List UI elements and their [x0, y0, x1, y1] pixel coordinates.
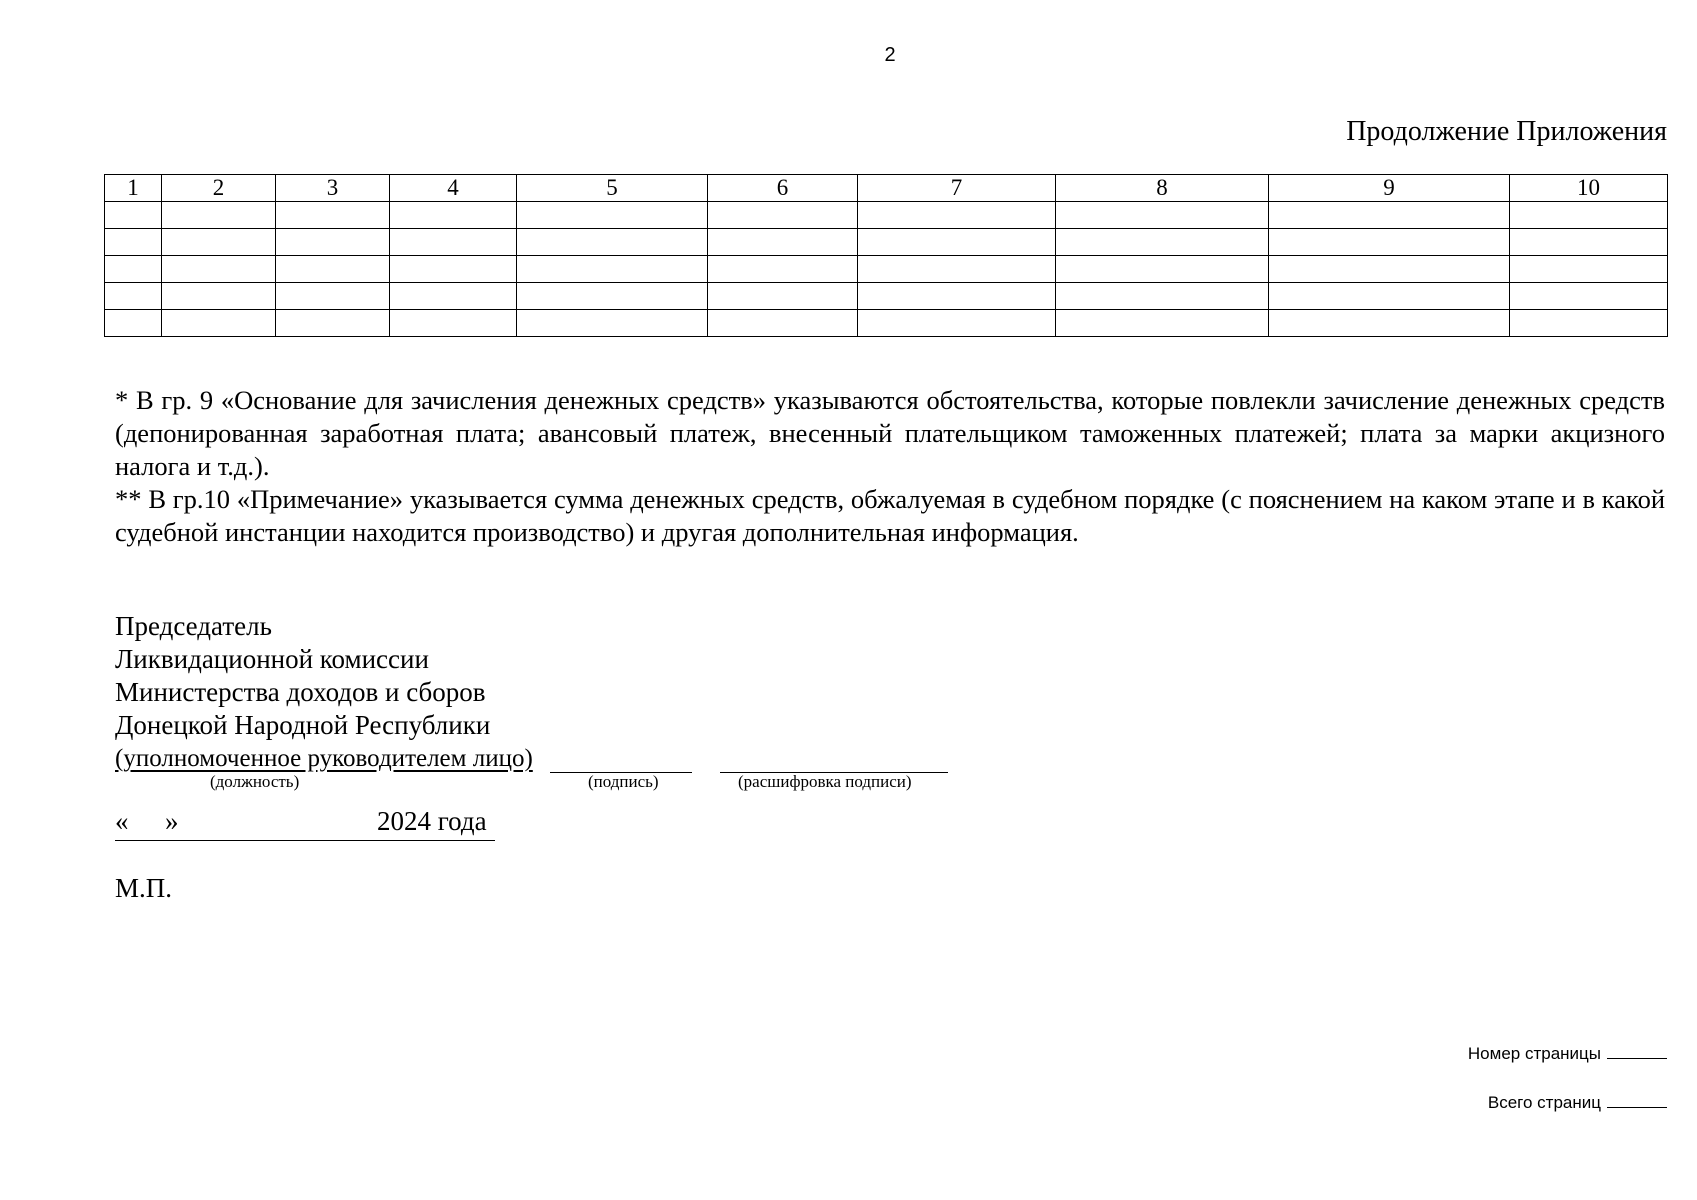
column-number-cell: 5	[517, 175, 708, 202]
table-cell[interactable]	[708, 256, 858, 283]
table-cell[interactable]	[858, 229, 1056, 256]
table-cell[interactable]	[708, 283, 858, 310]
table-cell[interactable]	[162, 229, 276, 256]
table-cell[interactable]	[517, 202, 708, 229]
table-cell[interactable]	[1269, 310, 1510, 337]
table-cell[interactable]	[276, 256, 390, 283]
date-open-quote: «	[115, 806, 129, 836]
table-cell[interactable]	[390, 310, 517, 337]
column-number-cell: 9	[1269, 175, 1510, 202]
authorized-person-line: (уполномоченное руководителем лицо)	[115, 745, 533, 772]
table-cell[interactable]	[1269, 202, 1510, 229]
total-pages-blank[interactable]	[1607, 1107, 1667, 1108]
table-cell[interactable]	[858, 202, 1056, 229]
table-row	[105, 202, 1668, 229]
table-cell[interactable]	[858, 283, 1056, 310]
table-cell[interactable]	[1510, 283, 1668, 310]
table-cell[interactable]	[390, 256, 517, 283]
position-caption: (должность)	[210, 772, 300, 791]
table-cell[interactable]	[708, 310, 858, 337]
table-cell[interactable]	[162, 310, 276, 337]
table-cell[interactable]	[1269, 283, 1510, 310]
footnote-column-9: * В гр. 9 «Основание для зачисления денежных средств» указываются обстоятельства, которые повлекли зачисление денежных средств (депонированная заработная плата; авансовый платеж, внесенный плательщиком таможенных платежей; плата за марки акцизного налога и т.д.).	[115, 385, 1665, 481]
footnote-column-10: ** В гр.10 «Примечание» указывается сумма денежных средств, обжалуемая в судебном порядке (с пояснением на каком этапе и в какой судебной инстанции находится производство) и другая дополнительная информация.	[115, 484, 1665, 547]
column-number-cell: 3	[276, 175, 390, 202]
footnotes	[115, 384, 1665, 549]
table-row	[105, 310, 1668, 337]
table-cell[interactable]	[162, 202, 276, 229]
table-body	[105, 175, 1668, 337]
table-cell[interactable]	[708, 202, 858, 229]
table-cell[interactable]	[1510, 202, 1668, 229]
table-cell[interactable]	[105, 229, 162, 256]
table-row	[105, 256, 1668, 283]
table-cell[interactable]	[1056, 229, 1269, 256]
continuation-title: Продолжение Приложения	[1346, 116, 1667, 147]
table-header-row	[105, 175, 1668, 202]
signer-block	[115, 610, 490, 742]
table-cell[interactable]	[162, 283, 276, 310]
date-field[interactable]	[115, 806, 495, 841]
column-number-cell: 2	[162, 175, 276, 202]
signer-line: Донецкой Народной Республики	[115, 710, 491, 740]
table-cell[interactable]	[1510, 310, 1668, 337]
table-cell[interactable]	[390, 283, 517, 310]
column-number-cell: 8	[1056, 175, 1269, 202]
table-cell[interactable]	[162, 256, 276, 283]
date-close-quote: »	[165, 806, 179, 836]
table-cell[interactable]	[708, 229, 858, 256]
table-cell[interactable]	[517, 283, 708, 310]
table-cell[interactable]	[276, 202, 390, 229]
column-number-cell: 10	[1510, 175, 1668, 202]
table-cell[interactable]	[1056, 310, 1269, 337]
table-cell[interactable]	[1056, 256, 1269, 283]
column-number-cell: 7	[858, 175, 1056, 202]
table-cell[interactable]	[276, 310, 390, 337]
table-cell[interactable]	[105, 310, 162, 337]
table-cell[interactable]	[1269, 256, 1510, 283]
date-year: 2024 года	[377, 806, 487, 836]
column-number-cell: 1	[105, 175, 162, 202]
table-row	[105, 229, 1668, 256]
signer-line: Ликвидационной комиссии	[115, 644, 429, 674]
appendix-table	[104, 174, 1668, 337]
stamp-label: М.П.	[115, 873, 173, 903]
table-cell[interactable]	[390, 229, 517, 256]
table-cell[interactable]	[105, 202, 162, 229]
column-number-cell: 6	[708, 175, 858, 202]
table-cell[interactable]	[1269, 229, 1510, 256]
total-pages-label: Всего страниц	[1487, 1093, 1601, 1112]
decryption-caption: (расшифровка подписи)	[738, 772, 912, 791]
table-cell[interactable]	[276, 229, 390, 256]
page-number-footer	[1468, 1044, 1667, 1064]
total-pages-footer	[1488, 1093, 1667, 1113]
table-cell[interactable]	[517, 256, 708, 283]
table-cell[interactable]	[390, 202, 517, 229]
page-number-label: Номер страницы	[1467, 1044, 1601, 1063]
table-cell[interactable]	[517, 229, 708, 256]
signature-caption: (подпись)	[588, 772, 659, 791]
table-cell[interactable]	[105, 283, 162, 310]
column-number-cell: 4	[390, 175, 517, 202]
table-cell[interactable]	[1510, 229, 1668, 256]
table-cell[interactable]	[1510, 256, 1668, 283]
page-number: 2	[884, 44, 896, 66]
signer-line: Министерства доходов и сборов	[115, 677, 486, 707]
table-cell[interactable]	[1056, 283, 1269, 310]
page-number-blank[interactable]	[1607, 1058, 1667, 1059]
signer-line: Председатель	[115, 611, 272, 641]
table-cell[interactable]	[1056, 202, 1269, 229]
table-cell[interactable]	[276, 283, 390, 310]
table-cell[interactable]	[517, 310, 708, 337]
table-row	[105, 283, 1668, 310]
table-cell[interactable]	[858, 256, 1056, 283]
table-cell[interactable]	[105, 256, 162, 283]
table-cell[interactable]	[858, 310, 1056, 337]
